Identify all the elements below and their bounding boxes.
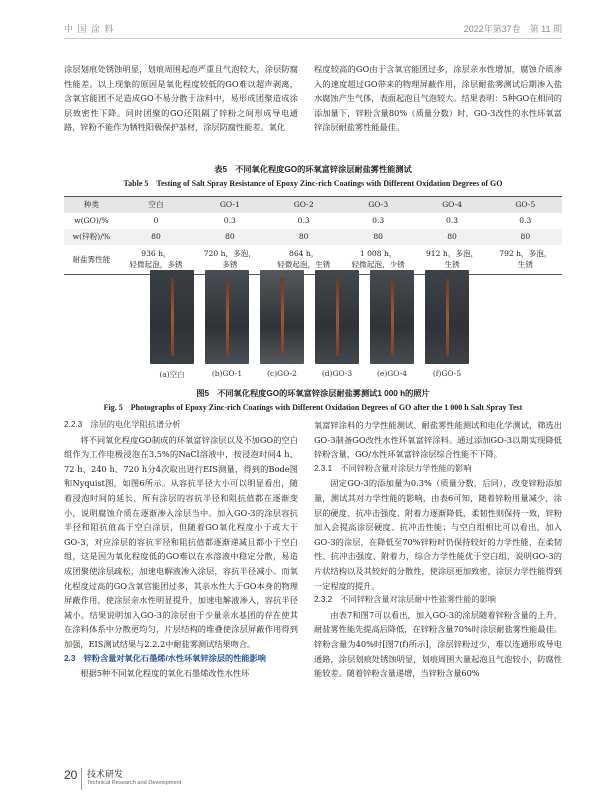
section-2-3-2-heading: 2.3.2 不同锌粉含量对涂层耐中性盐雾性能的影响: [314, 595, 496, 605]
table-cell: 864 h， 轻微起泡，生锈: [277, 249, 331, 270]
table-header-cell: 空白: [148, 200, 164, 210]
table-header-cell: GO-4: [442, 200, 463, 210]
journal-name: 中 国 涂 料: [64, 24, 115, 34]
right-column: [314, 418, 562, 681]
photo-label: (b)GO-1: [211, 369, 243, 378]
figure5-caption-cn: 图5 不同氧化程度GO的环氧富锌涂层耐盐雾测试1 000 h的照片: [196, 389, 430, 398]
table-row: [64, 213, 562, 229]
table-cell: 912 h，多泡， 生锈: [425, 249, 479, 270]
paragraph: 由表7和图7可以看出，加入GO-3的涂层随着锌粉含量的上升，耐盐雾性能先提高后降低，在锌粉含量70%时涂层耐盐雾性能最佳。锌粉含量为40%时[图7(f)所示]，涂层锌粉过少，难以连通形成导电通路，涂层划痕处锈蚀明显，划痕周围大量起泡且气泡较小，防腐性能较差。随着锌粉含量递增，当锌粉含量60%: [314, 609, 562, 679]
page-number: 20: [64, 768, 78, 782]
footer-divider: [81, 768, 82, 790]
panel-photo-go4: [370, 270, 414, 364]
table-cell: 80: [298, 232, 309, 241]
table-cell: 792 h，多泡， 生锈: [499, 249, 552, 270]
table-cell: 0.3: [446, 216, 459, 225]
table-cell: 1 008 h， 轻微起泡，少锈: [351, 249, 405, 270]
table-cell: 0.3: [519, 216, 532, 225]
table5-caption: [64, 164, 562, 189]
table-cell: 0.3: [372, 216, 385, 225]
photo-label: (a)空白: [159, 370, 185, 379]
photo-label: (f)GO-5: [432, 369, 462, 378]
scratch-mark: [446, 278, 449, 356]
section-2-2-3-heading: 2.2.3 涂层的电化学阻抗谱分析: [64, 420, 181, 429]
table-cell: 80: [520, 232, 531, 241]
panel-photo-go2: [260, 270, 304, 364]
paragraph: 氧富锌涂料的力学性能测试、耐盐雾性能测试和电化学测试，筛选出GO-3制备GO改性水性环氧富锌涂料。通过添加GO-3以期实现降低锌粉含量，GO/水性环氧富锌涂层综合性能不下降。: [314, 420, 562, 460]
table-cell: 0.3: [297, 216, 310, 225]
footer-section-title-en: Technical Research and Development: [87, 780, 182, 786]
header-rule: [64, 38, 562, 39]
table-header-cell: GO-2: [293, 200, 314, 210]
section-2-3-1-heading: 2.3.1 不同锌粉含量对涂层力学性能的影响: [314, 463, 472, 473]
table-row-label: 耐盐雾性能: [72, 254, 111, 264]
table-header-cell: 种类: [83, 200, 99, 210]
figure5-caption: [64, 388, 562, 413]
table-row-label: w(GO)/%: [74, 216, 109, 225]
table-header-cell: GO-1: [219, 200, 240, 210]
paragraph: 将不同氧化程度GO制成的环氧富锌涂层以及不加GO的空白组作为工作电极浸泡在3.5%的NaCl溶液中，按浸泡时间4 h、72 h、240 h、720 h分4次取出进行EIS测量，得到的Bode图和Nyquist图，如图6所示。从容抗半径大小可以明显看出，随着浸泡时间的延长，所有涂层的容抗半径和阻抗值都在逐渐变小，说明腐蚀介质在逐渐渗入涂层当中。加入GO-3的涂层容抗半径和阻抗值高于空白涂层，但随着GO氧化程度小于或大于GO-3，对应涂层的容抗半径和阻抗值都逐渐递减且都小于空白组，这是因为氧化程度低的GO难以在水溶液中稳定分散，易造成团聚使涂层疏松，加速电解液渗入涂层，容抗半径减小。而氧化程度过高的GO含氧官能团过多，其亲水性大于GO本身的物理屏蔽作用，使涂层亲水性明显提升，加速电解液渗入，容抗半径减小。结果说明加入GO-3的涂层由于少量亲水基团的存在使其在涂料体系中分散更均匀，片层结构的堆叠使涂层屏蔽作用得到加强，EIS测试结果与2.2.2中耐盐雾测试结果吻合。: [64, 434, 298, 649]
table-row: [64, 229, 562, 245]
panel-photo-blank: [150, 270, 194, 364]
table-cell: 936 h， 轻微起泡，多锈: [129, 249, 183, 270]
table-cell: 0: [153, 216, 159, 225]
left-column: [64, 418, 298, 681]
salt-spray-table: [64, 196, 562, 275]
top-left-paragraph: 涂层划痕处锈蚀明显，划痕周围起泡严重且气泡较大，涂层防腐性能差。以上现象的原因是氧化程度较低的GO难以超声剥离，含氧官能团不足造成GO不易分散于涂料中，易形成团聚造成涂层致密性下降。同时团聚的GO还阻隔了锌粉之间形成导电通路，锌粉不能作为牺牲阳极保护基材，涂层防腐性能差。氧化: [64, 64, 298, 133]
table-header-row: [64, 197, 562, 213]
table-cell: 720 h，多泡， 多锈: [203, 249, 256, 270]
table-header-cell: GO-3: [368, 200, 389, 210]
scratch-mark: [171, 278, 174, 356]
paragraph: 根据5种不同氧化程度的氧化石墨烯改性水性环: [80, 668, 250, 679]
scratch-mark: [226, 278, 229, 356]
table-cell: 80: [224, 232, 235, 241]
table5-caption-en: Table 5 Testing of Salt Spray Resistance of Epoxy Zinc-rich Coatings with Different Oxidation Degrees of GO: [123, 179, 503, 188]
scratch-mark: [281, 278, 284, 356]
panel-photo-go3: [315, 270, 359, 364]
top-right-paragraph: 程度较高的GO由于含氧官能团过多，涂层亲水性增加，腐蚀介质渗入的速度超过GO带来的物理屏蔽作用，涂层耐盐雾测试后期渗入盐水腐蚀产生气体，表面起泡且气泡较大。结果表明：5种GO在相同的添加量下，锌粉含量80%（质量分数）时，GO-3改性的水性环氧富锌涂层耐盐雾性能最佳。: [314, 64, 562, 133]
photo-label: (e)GO-4: [376, 369, 407, 378]
table-cell: 0.3: [223, 216, 236, 225]
salt-spray-photos: [150, 270, 468, 364]
figure5-caption-en: Fig. 5 Photographs of Epoxy Zinc-rich Coatings with Different Oxidation Degrees of GO after the 1 000 h Salt Spray Test: [103, 403, 523, 412]
photo-labels: [150, 369, 468, 381]
panel-photo-go5: [425, 270, 469, 364]
paragraph: 固定GO-3的添加量为0.3%（质量分数，后同），改变锌粉添加量，测试其对力学性能的影响，由表6可知，随着锌粉用量减少，涂层的硬度、抗冲击强度、附着力逐渐降低，柔韧性则保持一致，锌粉加入会提高涂层硬度、抗冲击性能；与空白组相比可以看出，加入GO-3的涂层，在降低至70%锌粉时仍保持较好的力学性能，在柔韧性、抗冲击强度、附着力，综合力学性能优于空白组，说明GO-3的片状结构以及其较好的分散性，使涂层更加致密，涂层力学性能得到一定程度的提升。: [314, 478, 562, 591]
table-cell: 80: [151, 232, 161, 241]
scratch-mark: [336, 278, 339, 356]
section-2-3-heading: 2.3 锌粉含量对氧化石墨烯/水性环氧锌涂层的性能影响: [64, 653, 266, 663]
photo-label: (d)GO-3: [321, 369, 353, 378]
footer-section-title: 技术研发: [87, 769, 124, 779]
panel-photo-go1: [205, 270, 249, 364]
table5-caption-cn: 表5 不同氧化程度GO的环氧富锌涂层耐盐雾性能测试: [214, 165, 412, 174]
running-header: [64, 22, 562, 38]
table-header-cell: GO-5: [515, 200, 536, 210]
photo-label: (c)GO-2: [267, 369, 297, 378]
issue-info: 2022年第37卷 第 11 期: [463, 24, 562, 34]
table-row-label: w(锌粉)/%: [72, 232, 111, 241]
table-cell: 80: [373, 232, 384, 241]
scratch-mark: [391, 278, 394, 356]
table-cell: 80: [447, 232, 457, 241]
